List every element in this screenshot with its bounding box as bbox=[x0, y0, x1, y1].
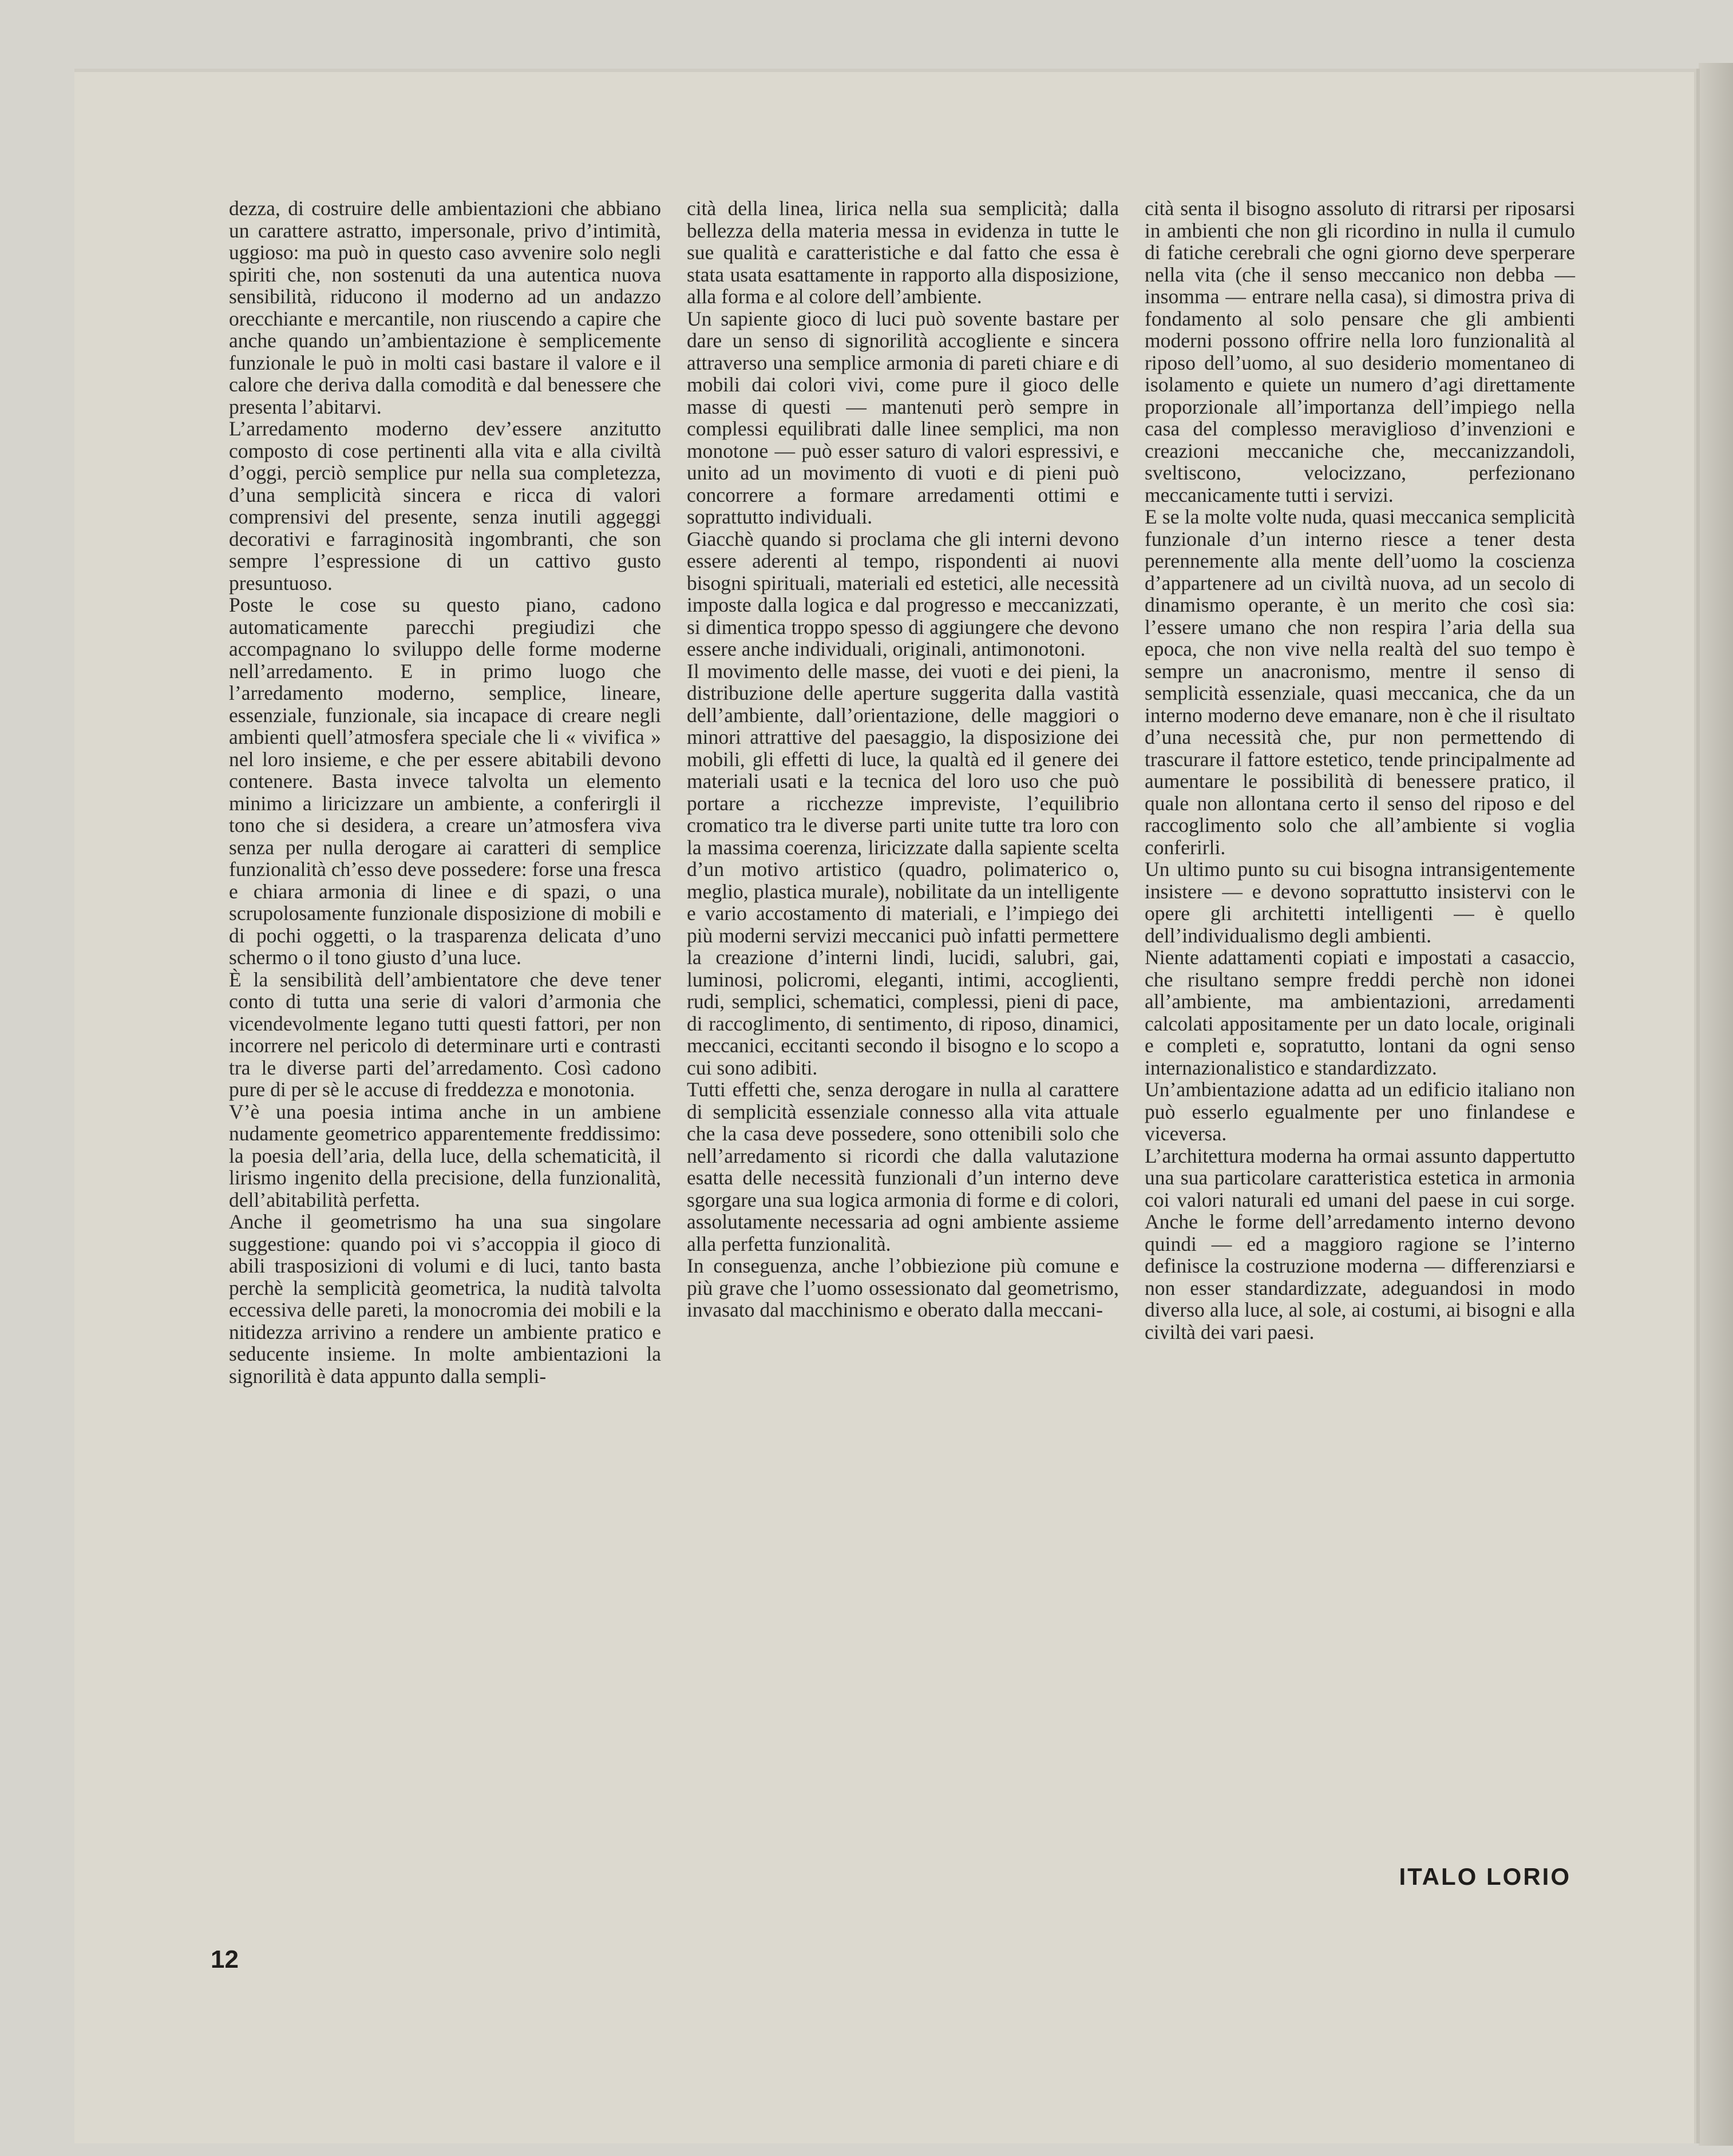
paragraph: Giacchè quando si proclama che gli interni devono essere aderenti al tempo, rispondenti ai nuovi bisogni spirituali, materiali ed estetici, alle necessità imposte dalla logica e dal progresso e meccanizzati, si dimentica troppo spesso di aggiungere che devono essere anche individuali, originali, antimonotoni. bbox=[687, 527, 1119, 660]
text-column-1 bbox=[229, 197, 661, 1387]
paragraph: Un’ambientazione adatta ad un edificio italiano non può esserlo egualmente per uno finlandese e viceversa. bbox=[1145, 1078, 1575, 1145]
paragraph: cità della linea, lirica nella sua semplicità; dalla bellezza della materia messa in evidenza in tutte le sue qualità e caratteristiche e dal fatto che essa è stata usata esattamente in rapporto alla disposizione, alla forma e al colore dell’ambiente. bbox=[687, 197, 1119, 308]
page-edge bbox=[1699, 63, 1733, 2146]
paragraph: Un sapiente gioco di luci può sovente bastare per dare un senso di signorilità accogliente e sincera attraverso una semplice armonia di pareti chiare e di mobili dai colori vivi, come pure il gioco delle masse di questi — mantenuti però sempre in complessi equilibrati dalle linee semplici, ma non monotone — può esser saturo di valori espressivi, e unito ad un movimento di vuoti e di pieni può concorrere a formare arredamenti ottimi e soprattutto individuali. bbox=[687, 307, 1119, 528]
paragraph: Tutti effetti che, senza derogare in nulla al carattere di semplicità essenziale connesso alla vita attuale che la casa deve possedere, sono ottenibili solo che nell’arredamento si ricordi che dalla valutazione esatta delle necessità funzionali d’un interno deve sgorgare una sua logica armonia di forme e di colori, assolutamente necessaria ad ogni ambiente assieme alla perfetta funzionalità. bbox=[687, 1078, 1119, 1255]
paragraph: dezza, di costruire delle ambientazioni che abbiano un carattere astratto, impersonale, privo d’intimità, uggioso: ma può in questo caso avvenire solo negli spiriti che, non sostenuti da una autentica nuova sensibilità, riducono il moderno ad un andazzo orecchiante e mercantile, non riuscendo a capire che anche quando un’ambientazione è semplicemente funzionale le può in molti casi bastare il valore e il calore che deriva dalla comodità e dal benessere che presenta l’abitarvi. bbox=[229, 197, 661, 418]
paragraph: È la sensibilità dell’ambientatore che deve tener conto di tutta una serie di valori d’armonia che vicendevolmente legano tutti questi fattori, per non incorrere nel pericolo di determinare urti e contrasti tra le diverse parti del’arredamento. Così cadono pure di per sè le accuse di freddezza e monotonia. bbox=[229, 968, 661, 1101]
paragraph: In conseguenza, anche l’obbiezione più comune e più grave che l’uomo ossessionato dal geometrismo, invasato dal macchinismo e oberato dalla meccani- bbox=[687, 1254, 1119, 1321]
text-column-3 bbox=[1145, 197, 1575, 1343]
paragraph: Niente adattamenti copiati e impostati a casaccio, che risultano sempre freddi perchè non idonei all’ambiente, ma ambientazioni, arredamenti calcolati appositamente per un dato locale, originali e completi e, sopratutto, lontani da ogni senso internazionalistico e standardizzato. bbox=[1145, 946, 1575, 1079]
paragraph: cità senta il bisogno assoluto di ritrarsi per riposarsi in ambienti che non gli ricordino in nulla il cumulo di fatiche cerebrali che ogni giorno deve sperperare nella vita (che il senso meccanico non debba — insomma — entrare nella casa), si dimostra priva di fondamento al solo pensare che gli ambienti moderni possono offrire nella loro funzionalità al riposo dell’uomo, al suo desiderio momentaneo di isolamento e quiete un numero d’agi direttamente proporzionale all’importanza dell’impiego nella casa del complesso meraviglioso d’invenzioni e creazioni meccaniche che, meccanizzandoli, sveltiscono, velocizzano, perfezionano meccanicamente tutti i servizi. bbox=[1145, 197, 1575, 506]
paragraph: E se la molte volte nuda, quasi meccanica semplicità funzionale d’un interno riesce a tener desta perennemente alla mente dell’uomo la coscienza d’appartenere ad un civiltà nuova, ad un secolo di dinamismo operante, è un merito che così sia: l’essere umano che non respira l’aria della sua epoca, che non vive nella realtà del suo tempo è sempre un anacronismo, mentre il senso di semplicità essenziale, quasi meccanica, che da un interno moderno deve emanare, non è che il risultato d’una necessità che, pur non permettendo di trascurare il fattore estetico, tende principalmente ad aumentare le possibilità di benessere pratico, il quale non allontana certo il senso del riposo e del raccoglimento solo che all’ambiente si voglia conferirli. bbox=[1145, 505, 1575, 859]
text-column-2 bbox=[687, 197, 1119, 1321]
paragraph: Un ultimo punto su cui bisogna intransigentemente insistere — e devono soprattutto insistervi con le opere gli architetti intelligenti — è quello dell’individualismo degli ambienti. bbox=[1145, 858, 1575, 947]
page-number: 12 bbox=[211, 1945, 239, 1973]
paragraph: V’è una poesia intima anche in un ambiene nudamente geometrico apparentemente freddissimo: la poesia dell’aria, della luce, della schematicità, il lirismo ingenito della precisione, della funzionalità, dell’abitabilità perfetta. bbox=[229, 1100, 661, 1211]
paragraph: Il movimento delle masse, dei vuoti e dei pieni, la distribuzione delle aperture suggerita dalla vastità dell’ambiente, dall’orientazione, delle maggiori o minori attrattive del paesaggio, la disposizione dei mobili, gli effetti di luce, la qualtà ed il genere dei materiali usati e la tecnica del loro uso che può portare a ricchezze impreviste, l’equilibrio cromatico tra le diverse parti unite tutte tra loro con la massima coerenza, liricizzate dalla sapiente scelta d’un motivo artistico (quadro, polimaterico o, meglio, plastica murale), nobilitate da un intelligente e vario accostamento di materiali, e l’impiego dei più moderni servizi meccanici può infatti permettere la creazione d’interni lindi, lucidi, salubri, gai, luminosi, policromi, eleganti, intimi, accoglienti, rudi, semplici, schematici, complessi, pieni di pace, di raccoglimento, di sentimento, di riposo, dinamici, meccanici, eccitanti secondo il bisogno e lo scopo a cui sono adibiti. bbox=[687, 659, 1119, 1079]
paragraph: Poste le cose su questo piano, cadono automaticamente parecchi pregiudizi che accompagnano lo sviluppo delle forme moderne nell’arredamento. E in primo luogo che l’arredamento moderno, semplice, lineare, essenziale, funzionale, sia incapace di creare negli ambienti quell’atmosfera speciale che li « vivifica » nel loro insieme, e che per essere abitabili devono contenere. Basta invece talvolta un elemento minimo a liricizzare un ambiente, a conferirgli il tono che si desidera, a creare un’atmosfera viva senza per nulla derogare ai caratteri di semplice funzionalità ch’esso deve possedere: forse una fresca e chiara armonia di linee e di spazi, o una scrupolosamente funzionale disposizione di mobili e di pochi oggetti, o la trasparenza delicata d’uno schermo o il tono giusto d’una luce. bbox=[229, 593, 661, 969]
author-signature: ITALO LORIO bbox=[1399, 1863, 1571, 1890]
paragraph: Anche il geometrismo ha una sua singolare suggestione: quando poi vi s’accoppia il gioco di abili trasposizioni di volumi e di luci, tanto basta perchè la semplicità geometrica, la nudità talvolta eccessiva delle pareti, la monocromia dei mobili e la nitidezza arrivino a rendere un ambiente pratico e seducente insieme. In molte ambientazioni la signorilità è data appunto dalla sempli- bbox=[229, 1210, 661, 1388]
paragraph: L’arredamento moderno dev’essere anzitutto composto di cose pertinenti alla vita e alla civiltà d’oggi, perciò semplice pur nella sua completezza, d’una semplicità sincera e ricca di valori comprensivi del presente, senza inutili aggeggi decorativi e farraginosità ingombranti, che son sempre l’espressione di un cattivo gusto presuntuoso. bbox=[229, 417, 661, 595]
paragraph: L’architettura moderna ha ormai assunto dappertutto una sua particolare caratteristica estetica in armonia coi valori naturali ed umani del paese in cui sorge. Anche le forme dell’arredamento interno devono quindi — ed a maggioro ragione se l’interno definisce la costruzione moderna — differenziarsi e non esser standardizzate, adeguandosi in modo diverso alla luce, al sole, ai costumi, ai bisogni e alla civiltà dei vari paesi. bbox=[1145, 1144, 1575, 1343]
